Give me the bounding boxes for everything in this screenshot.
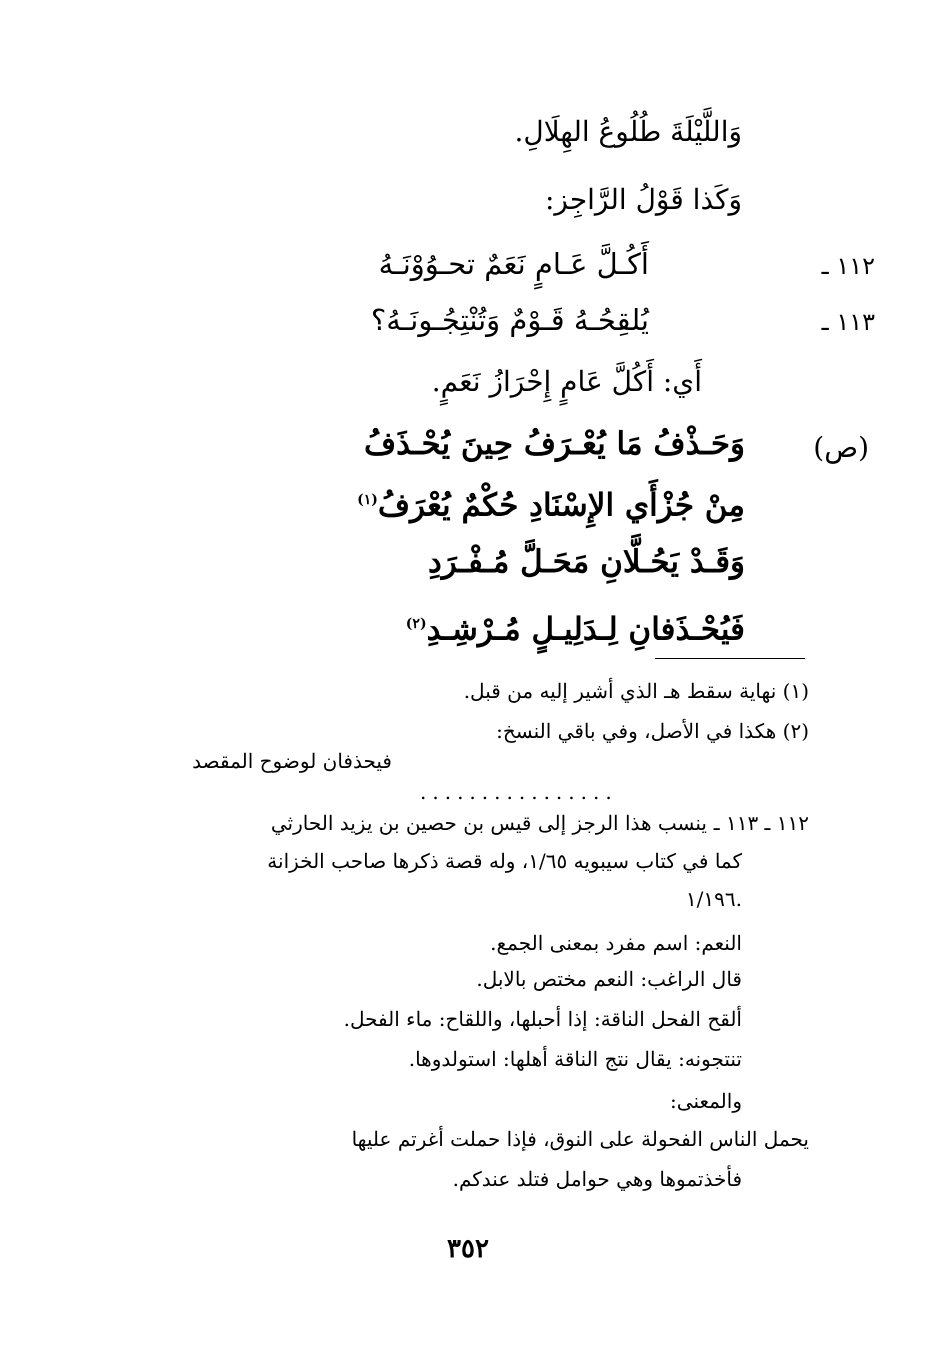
commentary-line: ١/١٩٦. <box>685 887 742 911</box>
text-line: وَكَذا قَوْلُ الرَّاجِز: <box>544 183 742 216</box>
footnote-1: (١) نهاية سقط هـ الذي أشير إليه من قبل. <box>463 679 809 703</box>
footnote-rule <box>655 658 805 659</box>
text-line: وَاللَّيْلَةَ طُلُوعُ الهِلَالِ. <box>514 115 742 148</box>
sad-label: (ص) <box>813 431 869 464</box>
verse-number: ١١٣ ـ <box>821 308 875 336</box>
poem-line <box>428 540 745 584</box>
footnote-dots: ................ <box>420 780 618 804</box>
footnote-verse: فيحذفان لوضوح المقصد <box>192 749 392 773</box>
footnote-2: (٢) هكذا في الأصل، وفي باقي النسخ: <box>496 719 809 743</box>
poem-line <box>406 602 745 651</box>
poem-text: وَحَـذْفُ مَا يُعْـرَفُ حِينَ يُحْـذَفُ <box>364 426 745 462</box>
footnote-mark: (١) <box>357 492 378 508</box>
page-number: ٣٥٢ <box>447 1234 489 1264</box>
commentary-line: النعم: اسم مفرد بمعنى الجمع. <box>490 931 742 955</box>
commentary-line: يحمل الناس الفحولة على النوق، فإذا حملت أغرتم عليها <box>351 1127 809 1151</box>
poem-text: فَيُحْـذَفانِ لِـدَلِيـلٍ مُـرْشِـدِ <box>426 611 745 648</box>
commentary-line: ألقح الفحل الناقة: إذا أحبلها، واللقاح: ماء الفحل. <box>343 1007 742 1031</box>
verse-line: يُلقِحُـهُ قَـوْمٌ وَتُنْتِجُـونَـهُ؟ <box>370 303 649 337</box>
commentary-line: تنتجونه: يقال نتج الناقة أهلها: استولدوها. <box>408 1047 742 1071</box>
commentary-line: والمعنى: <box>670 1089 742 1113</box>
commentary-line: قال الراغب: النعم مختص بالابل. <box>476 967 742 991</box>
poem-text: مِنْ جُزْأَي الإِسْنَادِ حُكْمٌ يُعْرَفُ <box>377 487 745 524</box>
commentary-line: ينسب هذا الرجز إلى قيس بن حصين بن يزيد الحارثي <box>270 811 707 835</box>
poem-line <box>357 478 745 527</box>
commentary-line: كما في كتاب سيبويه ١/٦٥، وله قصة ذكرها صاحب الخزانة <box>267 849 742 873</box>
verse-number: ١١٢ ـ <box>821 252 875 280</box>
gloss-line: أَي: أَكُلَّ عَامٍ إِحْرَازُ نَعَمٍ. <box>431 365 702 398</box>
verse-line: أَكُـلَّ عَـامٍ نَعَمٌ تحـوُوْنَـهُ <box>378 247 649 281</box>
footnote-mark: (٢) <box>405 616 427 632</box>
poem-line <box>364 422 745 466</box>
commentary-head: ١١٢ ـ ١١٣ ـ <box>713 811 809 835</box>
commentary-line: فأخذتموها وهي حوامل فتلد عندكم. <box>452 1167 742 1191</box>
poem-text: وَقَـدْ يَحُـلَّانِ مَحَـلَّ مُـفْـرَدِ <box>427 544 745 580</box>
